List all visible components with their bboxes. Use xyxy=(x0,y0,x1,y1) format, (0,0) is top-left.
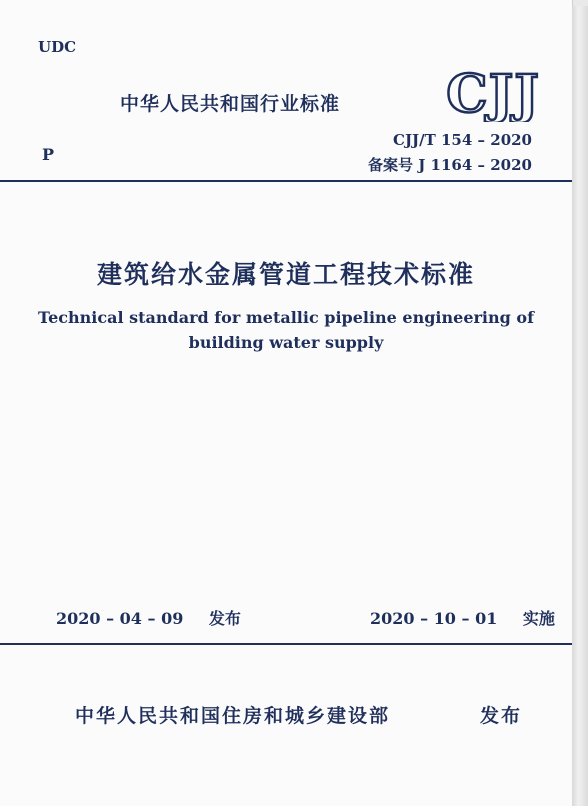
bottom-divider xyxy=(0,643,572,645)
top-divider xyxy=(0,180,572,182)
standard-code: CJJ/T 154 – 2020 xyxy=(393,131,532,149)
cjj-logo xyxy=(440,62,546,122)
classification-letter: P xyxy=(42,145,55,164)
implement-date xyxy=(370,606,555,629)
title-english-line1: Technical standard for metallic pipeline engineering of xyxy=(38,308,534,327)
cjj-logo-text: CJJ xyxy=(446,64,540,122)
implement-label: 实施 xyxy=(522,609,555,628)
title-english-line2: building water supply xyxy=(188,333,384,352)
issuing-action: 发布 xyxy=(480,705,523,727)
title-english xyxy=(0,305,572,355)
implement-date-value: 2020 – 10 – 01 xyxy=(370,609,498,628)
industry-standard-heading: 中华人民共和国行业标准 xyxy=(120,93,341,115)
title-chinese: 建筑给水金属管道工程技术标准 xyxy=(96,260,475,289)
record-number xyxy=(368,154,532,175)
issuing-ministry: 中华人民共和国住房和城乡建设部 xyxy=(75,705,391,727)
record-number-value: J 1164 – 2020 xyxy=(418,156,532,174)
publish-date-value: 2020 – 04 – 09 xyxy=(56,609,184,628)
publish-date xyxy=(56,606,241,629)
udc-label: UDC xyxy=(38,38,77,56)
book-spine-edge xyxy=(572,6,588,806)
publish-label: 发布 xyxy=(208,609,241,628)
record-prefix: 备案号 xyxy=(367,156,413,174)
